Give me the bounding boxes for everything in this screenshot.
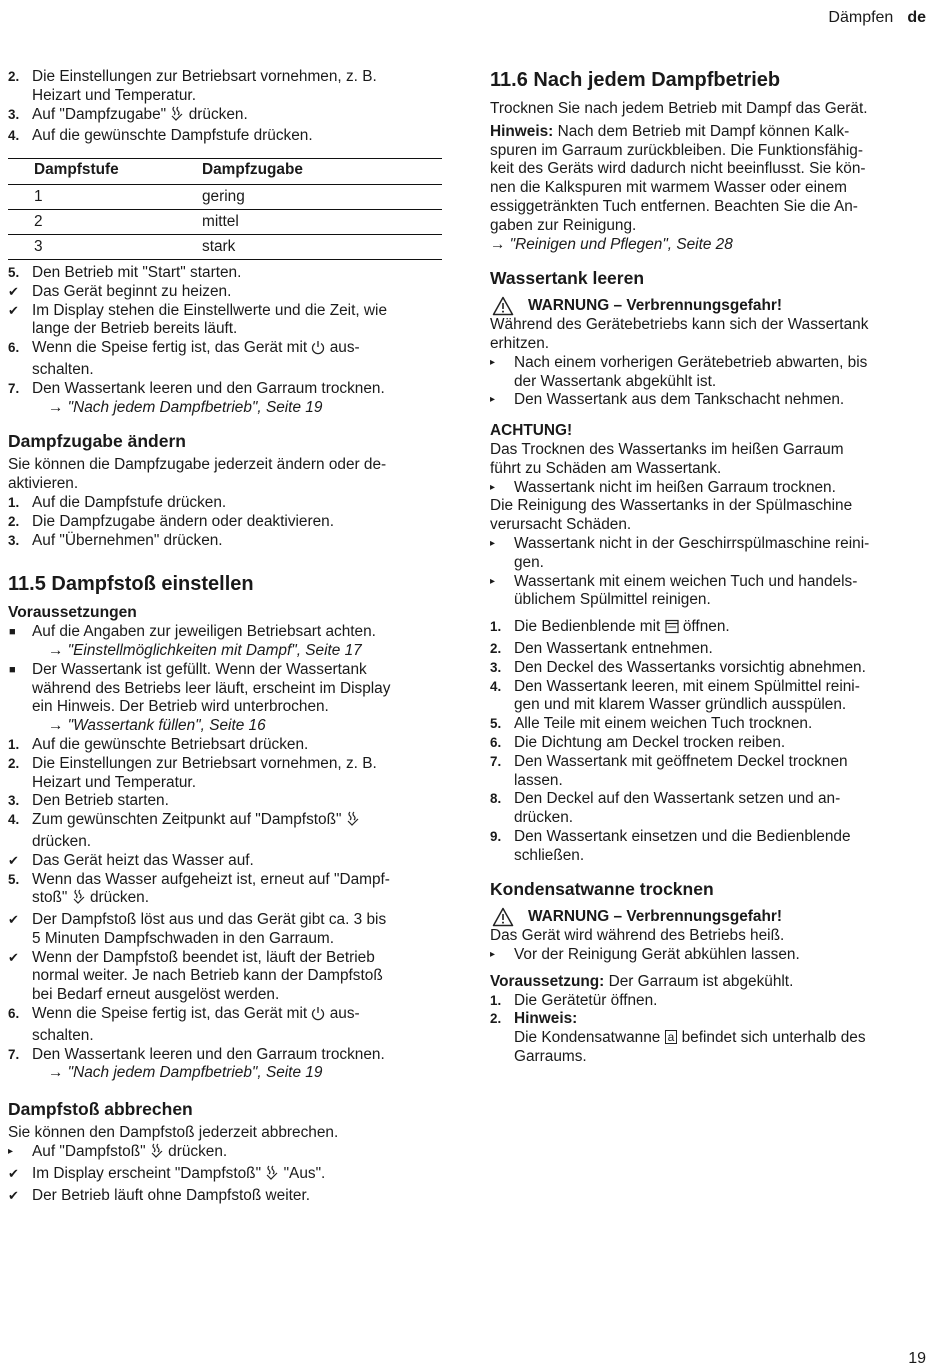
- table-row: 3 stark: [8, 234, 442, 259]
- action-item: ▸ Wassertank nicht im heißen Garraum trocknen.: [490, 478, 836, 496]
- paragraph: Das Gerät wird während des Betriebs heiß.: [490, 927, 785, 945]
- square-bullet-icon: ■: [9, 663, 16, 676]
- step-2: 2. Die Einstellungen zur Betriebsart vornehmen, z. B. Heizart und Temperatur.: [8, 68, 377, 104]
- section-name: Dämpfen: [828, 9, 894, 26]
- steam-icon: [72, 889, 86, 911]
- table-row: 1 gering: [8, 184, 442, 209]
- prerequisite-item: ■ Auf die Angaben zur jeweiligen Betriebsart achten. → "Einstellmöglichkeiten mit Dampf", Seite 17: [8, 623, 442, 661]
- warning-triangle-icon: [492, 296, 514, 322]
- paragraph: Die Reinigung des Wassertanks in der Spülmaschine verursacht Schäden.: [490, 497, 853, 534]
- cross-reference[interactable]: → "Nach jedem Dampfbetrieb", Seite 19: [48, 1064, 323, 1082]
- steam-icon: [346, 811, 360, 833]
- check-icon: ✔: [8, 283, 19, 299]
- paragraph: Sie können die Dampfzugabe jederzeit ändern oder de- aktivieren.: [8, 456, 387, 493]
- step-4: 4. Den Wassertank leeren, mit einem Spülmittel reini- gen und mit klarem Wasser gründlich ausspülen.: [490, 677, 860, 714]
- triangle-bullet-icon: ▸: [490, 537, 496, 549]
- steam-icon: [170, 106, 184, 128]
- page-number: 19: [908, 1350, 926, 1367]
- step-1: 1. Auf die gewünschte Betriebsart drücken.: [8, 735, 309, 753]
- step-4: 4. Zum gewünschten Zeitpunkt auf "Dampfstoß" drücken.: [8, 811, 442, 852]
- action-item: ▸ Wassertank mit einem weichen Tuch und handels- üblichem Spülmittel reinigen.: [490, 572, 858, 609]
- triangle-bullet-icon: ▸: [490, 394, 496, 406]
- check-icon: ✔: [8, 912, 19, 928]
- triangle-bullet-icon: ▸: [490, 356, 496, 368]
- table-row: 2 mittel: [8, 209, 442, 234]
- step-4: 4. Auf die gewünschte Dampfstufe drücken.: [8, 127, 313, 145]
- step-2: 2. Hinweis: Die Kondensatwanne a befindet sich unterhalb des Garraums.: [490, 1010, 866, 1066]
- result-item: ✔ Im Display stehen die Einstellwerte und die Zeit, wie lange der Betrieb bereits läuft.: [8, 301, 388, 338]
- power-icon: [311, 340, 325, 361]
- prerequisites-title: Voraussetzungen: [8, 604, 137, 622]
- arrow-right-icon: →: [48, 1064, 64, 1082]
- step-5: 5. Den Betrieb mit "Start" starten.: [8, 263, 242, 281]
- step-3: 3. Auf "Dampfzugabe" drücken.: [8, 106, 442, 128]
- cross-reference[interactable]: → "Nach jedem Dampfbetrieb", Seite 19: [48, 398, 323, 416]
- right-column: [490, 68, 930, 1067]
- hint-paragraph: Hinweis: Nach dem Betrieb mit Dampf können Kalk- spuren im Garraum zurückbleiben. Die Funktionsfähig- keit des Geräts wird dadurch nicht beeinflusst. Sie kön- nen die Kalkspuren mit warmem Wasser oder einem essiggetränkten Tuch entfernen. Beachten Sie die An- gaben zur Reinigung.: [490, 122, 866, 234]
- step-2: 2. Den Wassertank entnehmen.: [490, 639, 713, 657]
- warning-title: WARNUNG – Verbrennungsgefahr!: [490, 908, 930, 927]
- subheading: Dampfstoß abbrechen: [8, 1099, 193, 1120]
- triangle-bullet-icon: ▸: [8, 1146, 14, 1158]
- result-item: ✔ Der Betrieb läuft ohne Dampfstoß weiter.: [8, 1186, 311, 1204]
- prerequisite: Voraussetzung: Der Garraum ist abgekühlt.: [490, 972, 794, 990]
- paragraph: Während des Gerätebetriebs kann sich der Wassertank erhitzen.: [490, 316, 869, 352]
- step-1: 1. Die Gerätetür öffnen.: [490, 991, 658, 1009]
- notice-title: ACHTUNG!: [490, 422, 573, 440]
- step-5: 5. Alle Teile mit einem weichen Tuch trocknen.: [490, 715, 813, 733]
- step-3: 3. Den Betrieb starten.: [8, 792, 169, 810]
- check-icon: ✔: [8, 1165, 19, 1181]
- triangle-bullet-icon: ▸: [490, 481, 496, 493]
- action-item: ▸ Nach einem vorherigen Gerätebetrieb abwarten, bis der Wassertank abgekühlt ist.: [490, 353, 868, 390]
- step-9: 9. Den Wassertank einsetzen und die Bedienblende schließen.: [490, 827, 851, 864]
- subheading: Wassertank leeren: [490, 268, 645, 289]
- warning-title: WARNUNG – Verbrennungsgefahr!: [490, 297, 930, 316]
- hint-label: Hinweis:: [490, 122, 554, 140]
- step-7: 7. Den Wassertank leeren und den Garraum trocknen.: [8, 379, 385, 397]
- result-item: ✔ Der Dampfstoß löst aus und das Gerät gibt ca. 3 bis 5 Minuten Dampfschwaden in den Garraum.: [8, 911, 387, 947]
- check-icon: ✔: [8, 949, 19, 965]
- step-6: 6. Wenn die Speise fertig ist, das Gerät mit aus- schalten.: [8, 339, 360, 378]
- triangle-bullet-icon: ▸: [490, 575, 496, 587]
- cross-reference[interactable]: → "Wassertank füllen", Seite 16: [48, 717, 266, 735]
- arrow-right-icon: →: [48, 398, 64, 416]
- step-3: 3. Auf "Übernehmen" drücken.: [8, 531, 223, 549]
- paragraph: Trocknen Sie nach jedem Betrieb mit Dampf das Gerät.: [490, 100, 868, 117]
- step-6: 6. Die Dichtung am Deckel trocken reiben.: [490, 733, 786, 751]
- steam-level-table: [8, 158, 442, 260]
- action-item: ▸ Den Wassertank aus dem Tankschacht nehmen.: [490, 391, 845, 409]
- step-8: 8. Den Deckel auf den Wassertank setzen und an- drücken.: [490, 790, 841, 827]
- prerequisite-item: ■ Der Wassertank ist gefüllt. Wenn der Wassertank während des Betriebs leer läuft, erscheint im Display ein Hinweis. Der Betrieb wird unterbrochen. → "Wassertank füllen", Seite 16: [8, 661, 442, 736]
- action-item: ▸ Vor der Reinigung Gerät abkühlen lassen.: [490, 946, 800, 964]
- power-icon: [311, 1006, 325, 1027]
- step-7: 7. Den Wassertank mit geöffnetem Deckel trocknen lassen.: [490, 752, 848, 789]
- paragraph: Sie können den Dampfstoß jederzeit abbrechen.: [8, 1124, 339, 1142]
- result-item: ✔ Im Display erscheint "Dampfstoß" "Aus".: [8, 1165, 442, 1187]
- arrow-right-icon: →: [48, 717, 64, 735]
- subheading: Kondensatwanne trocknen: [490, 879, 714, 900]
- step-2: 2. Die Einstellungen zur Betriebsart vornehmen, z. B. Heizart und Temperatur.: [8, 754, 377, 791]
- action-item: ▸ Wassertank nicht in der Geschirrspülmaschine reini- gen.: [490, 534, 870, 571]
- square-bullet-icon: ■: [9, 626, 16, 639]
- check-icon: ✔: [8, 852, 19, 868]
- step-2: 2. Die Dampfzugabe ändern oder deaktivieren.: [8, 512, 335, 530]
- arrow-right-icon: →: [490, 235, 506, 253]
- step-1: 1. Die Bedienblende mit öffnen.: [490, 618, 930, 640]
- subheading: Dampfzugabe ändern: [8, 431, 186, 452]
- step-1: 1. Auf die Dampfstufe drücken.: [8, 493, 227, 511]
- triangle-bullet-icon: ▸: [490, 949, 496, 961]
- result-item: ✔ Das Gerät beginnt zu heizen.: [8, 282, 232, 300]
- step-5: 5. Wenn das Wasser aufgeheizt ist, erneut auf "Dampf- stoß" drücken.: [8, 871, 442, 912]
- page-header: [828, 9, 926, 28]
- control-panel-icon: [665, 619, 679, 640]
- arrow-right-icon: →: [48, 641, 64, 659]
- section-heading: 11.6 Nach jedem Dampfbetrieb: [490, 69, 781, 91]
- table-header: Dampfzugabe: [176, 159, 442, 185]
- section-heading: 11.5 Dampfstoß einstellen: [8, 573, 254, 596]
- steam-icon: [265, 1165, 279, 1187]
- cross-reference[interactable]: → "Einstellmöglichkeiten mit Dampf", Seite 17: [48, 641, 362, 659]
- paragraph: Das Trocknen des Wassertanks im heißen Garraum führt zu Schäden am Wassertank.: [490, 440, 844, 477]
- cross-reference[interactable]: → "Reinigen und Pflegen", Seite 28: [490, 235, 733, 253]
- language-code: de: [907, 9, 926, 26]
- table-header: Dampfstufe: [8, 159, 176, 185]
- left-column: [8, 68, 442, 1205]
- result-item: ✔ Das Gerät heizt das Wasser auf.: [8, 851, 254, 869]
- check-icon: ✔: [8, 1187, 19, 1203]
- result-item: ✔ Wenn der Dampfstoß beendet ist, läuft der Betrieb normal weiter. Je nach Betrieb kann der Dampfstoß bei Bedarf erneut ausgelöst werden.: [8, 948, 383, 1004]
- step-6: 6. Wenn die Speise fertig ist, das Gerät mit aus- schalten.: [8, 1005, 360, 1044]
- step-7: 7. Den Wassertank leeren und den Garraum trocknen.: [8, 1045, 385, 1063]
- steam-icon: [150, 1143, 164, 1165]
- check-icon: ✔: [8, 302, 19, 318]
- position-label-a: a: [665, 1030, 678, 1044]
- step-3: 3. Den Deckel des Wassertanks vorsichtig abnehmen.: [490, 658, 866, 676]
- warning-triangle-icon: [492, 907, 514, 933]
- action-item: ▸ Auf "Dampfstoß" drücken.: [8, 1143, 442, 1165]
